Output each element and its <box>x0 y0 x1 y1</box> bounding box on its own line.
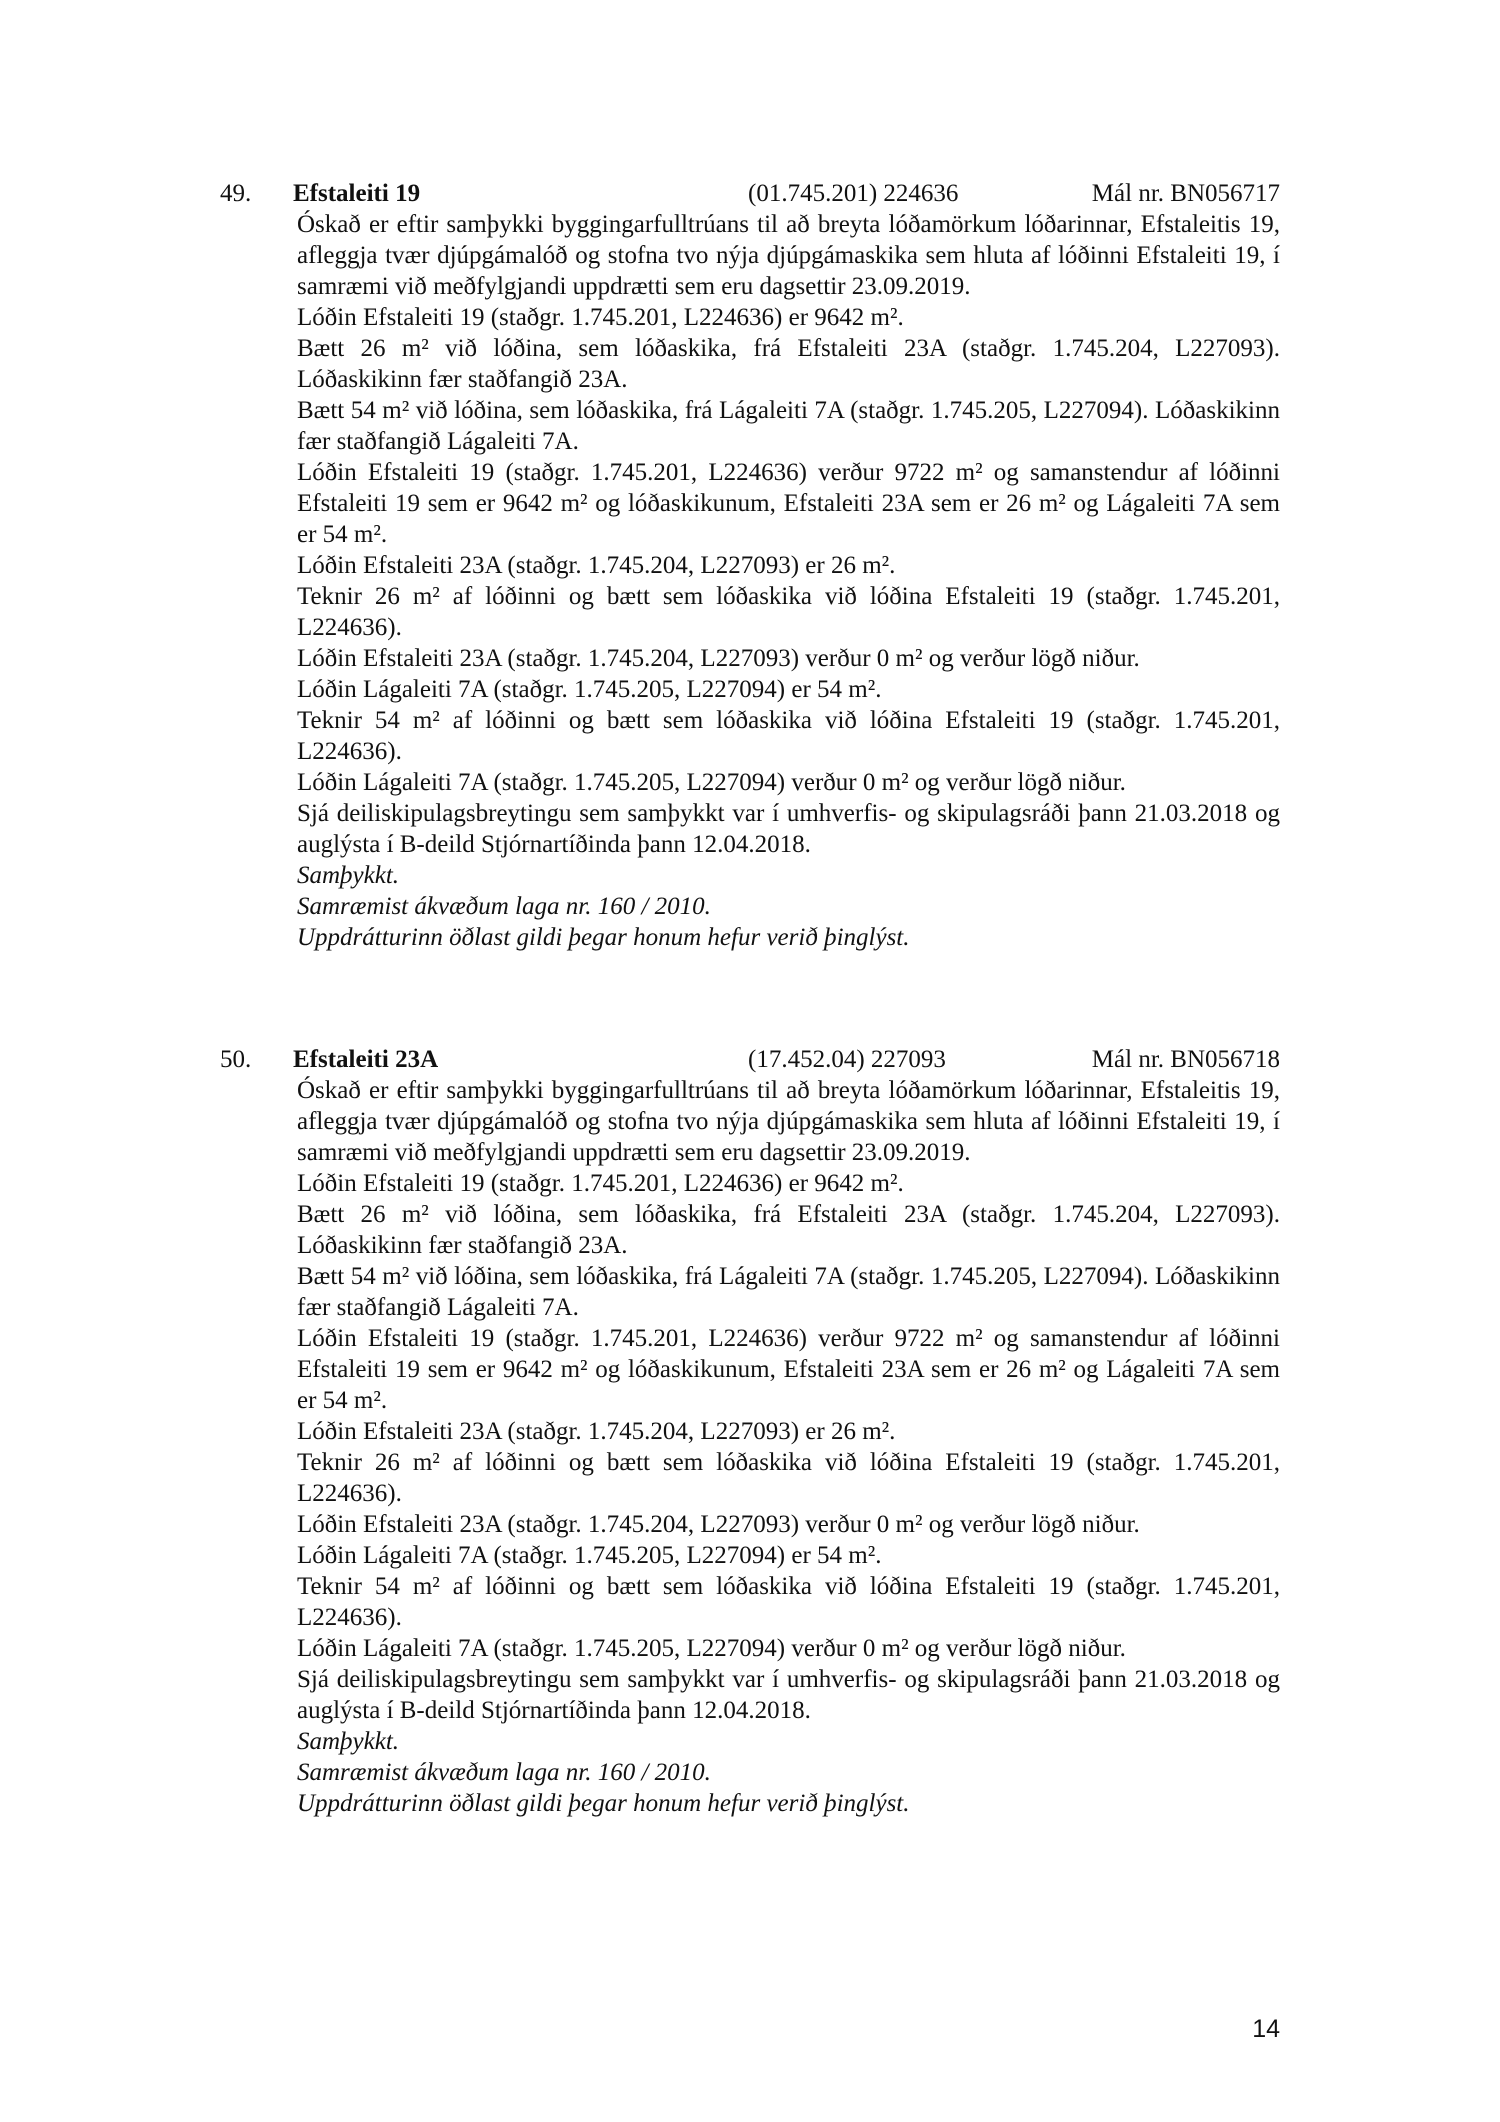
paragraph: Lóðin Lágaleiti 7A (staðgr. 1.745.205, L227094) er 54 m². <box>297 1542 882 1569</box>
paragraph: Teknir 26 m² af lóðinni og bætt sem lóðaskika við lóðina Efstaleiti 19 (staðgr. 1.745.201, L224636). <box>297 1449 1280 1507</box>
item-body <box>297 209 1280 953</box>
paragraph: Teknir 26 m² af lóðinni og bætt sem lóðaskika við lóðina Efstaleiti 19 (staðgr. 1.745.201, L224636). <box>297 583 1280 641</box>
paragraph-request: Óskað er eftir samþykki byggingarfulltrúans til að breyta lóðamörkum lóðarinnar, Efstaleitis 19, afleggja tvær djúpgámalóð og stofna tvo nýja djúpgámaskika sem hluta af lóðinni Efstaleiti 19, í samræmi við meðfylgjandi uppdrætti sem eru dagsettir 23.09.2019. <box>297 211 1280 300</box>
paragraph: Lóðin Lágaleiti 7A (staðgr. 1.745.205, L227094) verður 0 m² og verður lögð niður. <box>297 1635 1126 1662</box>
decision: Samþykkt. <box>297 1728 400 1755</box>
paragraph: Lóðin Efstaleiti 23A (staðgr. 1.745.204, L227093) verður 0 m² og verður lögð niður. <box>297 1511 1140 1538</box>
decision: Samþykkt. <box>297 862 400 889</box>
item-header <box>220 178 1280 209</box>
paragraph: Teknir 54 m² af lóðinni og bætt sem lóðaskika við lóðina Efstaleiti 19 (staðgr. 1.745.201, L224636). <box>297 1573 1280 1631</box>
drawing-note: Uppdrátturinn öðlast gildi þegar honum hefur verið þinglýst. <box>297 924 910 951</box>
paragraph: Sjá deiliskipulagsbreytingu sem samþykkt var í umhverfis- og skipulagsráði þann 21.03.2018 og auglýsta í B-deild Stjórnartíðinda þann 12.04.2018. <box>297 1666 1280 1724</box>
paragraph: Lóðin Efstaleiti 23A (staðgr. 1.745.204, L227093) er 26 m². <box>297 1418 896 1445</box>
paragraph: Lóðin Efstaleiti 19 (staðgr. 1.745.201, L224636) verður 9722 m² og samanstendur af lóðinni Efstaleiti 19 sem er 9642 m² og lóðaskikunum, Efstaleiti 23A sem er 26 m² og Lágaleiti 7A sem er 54 m². <box>297 459 1280 548</box>
agenda-item-50 <box>220 1044 1280 1819</box>
item-reference: (17.452.04) 227093 <box>748 1046 946 1073</box>
paragraph: Teknir 54 m² af lóðinni og bætt sem lóðaskika við lóðina Efstaleiti 19 (staðgr. 1.745.201, L224636). <box>297 707 1280 765</box>
paragraph: Lóðin Efstaleiti 19 (staðgr. 1.745.201, L224636) verður 9722 m² og samanstendur af lóðinni Efstaleiti 19 sem er 9642 m² og lóðaskikunum, Efstaleiti 23A sem er 26 m² og Lágaleiti 7A sem er 54 m². <box>297 1325 1280 1414</box>
law-note: Samræmist ákvæðum laga nr. 160 / 2010. <box>297 1759 711 1786</box>
item-number: 49. <box>220 180 252 207</box>
paragraph-request: Óskað er eftir samþykki byggingarfulltrúans til að breyta lóðamörkum lóðarinnar, Efstaleitis 19, afleggja tvær djúpgámalóð og stofna tvo nýja djúpgámaskika sem hluta af lóðinni Efstaleiti 19, í samræmi við meðfylgjandi uppdrætti sem eru dagsettir 23.09.2019. <box>297 1077 1280 1166</box>
item-header <box>220 1044 1280 1075</box>
paragraph: Bætt 26 m² við lóðina, sem lóðaskika, frá Efstaleiti 23A (staðgr. 1.745.204, L227093). Lóðaskikinn fær staðfangið 23A. <box>297 1201 1280 1259</box>
case-number: Mál nr. BN056718 <box>1091 1046 1280 1073</box>
paragraph: Bætt 26 m² við lóðina, sem lóðaskika, frá Efstaleiti 23A (staðgr. 1.745.204, L227093). Lóðaskikinn fær staðfangið 23A. <box>297 335 1280 393</box>
law-note: Samræmist ákvæðum laga nr. 160 / 2010. <box>297 893 711 920</box>
paragraph: Bætt 54 m² við lóðina, sem lóðaskika, frá Lágaleiti 7A (staðgr. 1.745.205, L227094). Lóðaskikinn fær staðfangið Lágaleiti 7A. <box>297 397 1280 455</box>
paragraph: Sjá deiliskipulagsbreytingu sem samþykkt var í umhverfis- og skipulagsráði þann 21.03.2018 og auglýsta í B-deild Stjórnartíðinda þann 12.04.2018. <box>297 800 1280 858</box>
paragraph: Lóðin Lágaleiti 7A (staðgr. 1.745.205, L227094) verður 0 m² og verður lögð niður. <box>297 769 1126 796</box>
paragraph: Lóðin Efstaleiti 23A (staðgr. 1.745.204, L227093) er 26 m². <box>297 552 896 579</box>
page-number: 14 <box>1252 2015 1280 2043</box>
item-title: Efstaleiti 23A <box>293 1046 439 1073</box>
paragraph: Lóðin Lágaleiti 7A (staðgr. 1.745.205, L227094) er 54 m². <box>297 676 882 703</box>
item-body <box>297 1075 1280 1819</box>
paragraph: Lóðin Efstaleiti 19 (staðgr. 1.745.201, L224636) er 9642 m². <box>297 1170 904 1197</box>
item-reference: (01.745.201) 224636 <box>748 180 959 207</box>
agenda-item-49 <box>220 178 1280 953</box>
paragraph: Lóðin Efstaleiti 19 (staðgr. 1.745.201, L224636) er 9642 m². <box>297 304 904 331</box>
case-number: Mál nr. BN056717 <box>1091 180 1280 207</box>
item-number: 50. <box>220 1046 252 1073</box>
paragraph: Lóðin Efstaleiti 23A (staðgr. 1.745.204, L227093) verður 0 m² og verður lögð niður. <box>297 645 1140 672</box>
paragraph: Bætt 54 m² við lóðina, sem lóðaskika, frá Lágaleiti 7A (staðgr. 1.745.205, L227094). Lóðaskikinn fær staðfangið Lágaleiti 7A. <box>297 1263 1280 1321</box>
item-title: Efstaleiti 19 <box>293 180 421 207</box>
drawing-note: Uppdrátturinn öðlast gildi þegar honum hefur verið þinglýst. <box>297 1790 910 1817</box>
